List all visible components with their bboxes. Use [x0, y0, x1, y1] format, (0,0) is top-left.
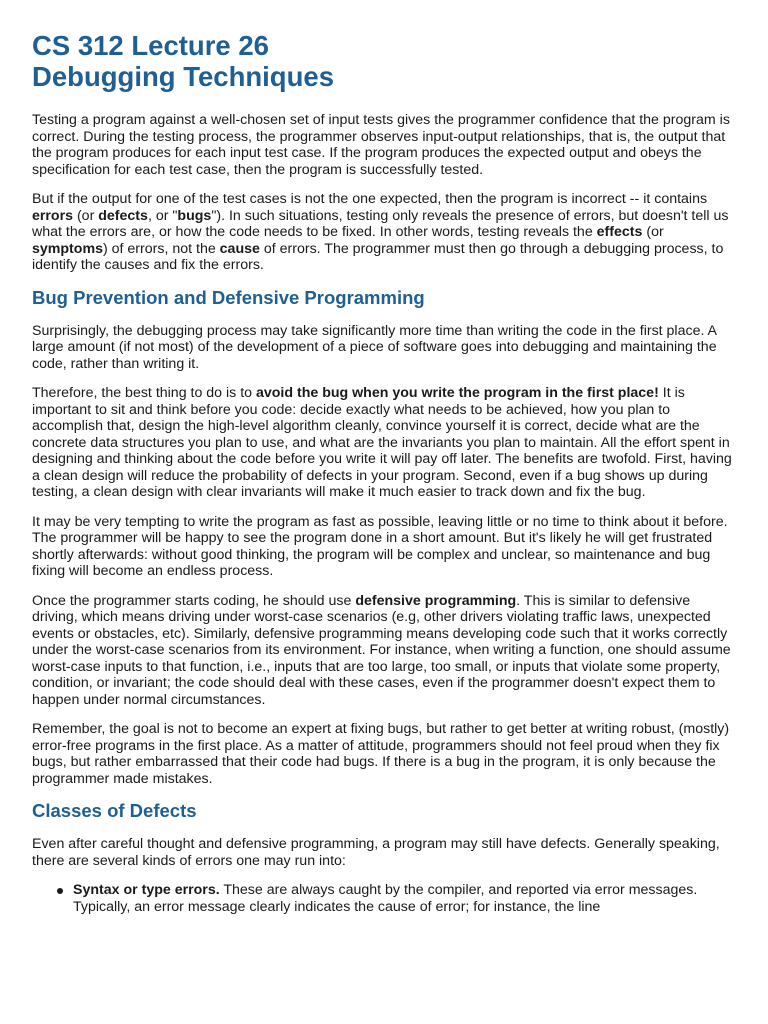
intro-paragraph-1: Testing a program against a well-chosen set of input tests gives the programmer confidence that the program is correct. During the testing process, the programmer observes input-output relationships, that is, the output that the program produces for each input test case. If the program produces the expected output and obeys the specification for each test case, then the program is successfully tested. [32, 112, 730, 178]
classes-paragraph-1: Even after careful thought and defensive programming, a program may still have defects. Generally speaking, there are several kinds of errors one may run into: [32, 836, 720, 869]
section-heading-classes: Classes of Defects [32, 800, 197, 821]
prevention-paragraph-3: It may be very tempting to write the program as fast as possible, leaving little or no time to think about it before. The programmer will be happy to see the program done in a short amount. But it's likely he will get frustrated shortly afterwards: without good thinking, the program will be complex and unclear, so maintenance and bug fixing will become an endless process. [32, 513, 728, 579]
prevention-paragraph-5: Remember, the goal is not to become an expert at fixing bugs, but rather to get better at writing robust, (mostly) error-free programs in the first place. As a matter of attitude, programmers should not feel proud when they fix bugs, but rather embarrassed that their code had bugs. If there is a bug in the program, it is only because the programmer made mistakes. [32, 721, 730, 787]
document-page [32, 30, 738, 915]
bullet-icon [57, 888, 63, 894]
page-title-line-1: CS 312 Lecture 26 [32, 30, 269, 61]
list-item [32, 882, 738, 915]
list-item-term: Syntax or type errors. [73, 882, 220, 898]
prevention-paragraph-2: Therefore, the best thing to do is to avoid the bug when you write the program in the first place! It is important to sit and think before you code: decide exactly what needs to be achieved, how you plan to accomplish that, design the high-level algorithm cleanly, convince yourself it is correct, decide what are the concrete data structures you plan to use, and what are the invariants you plan to maintain. All the effort spent in designing and thinking about the code before you write it will pay off later. The benefits are twofold. First, having a clean design will reduce the probability of defects in your program. Second, even if a bug shows up during testing, a clean design with clear invariants will make it much easier to track down and fix the bug. [32, 385, 732, 500]
prevention-paragraph-1: Surprisingly, the debugging process may take significantly more time than writing the code in the first place. A large amount (if not most) of the development of a piece of software goes into debugging and maintaining the code, rather than writing it. [32, 322, 717, 372]
defect-class-list [32, 882, 738, 915]
page-title [32, 30, 738, 92]
intro-paragraph-2: But if the output for one of the test cases is not the one expected, then the program is incorrect -- it contains errors (or defects, or "bugs"). In such situations, testing only reveals the presence of errors, but doesn't tell us what the errors are, or how the code needs to be fixed. In other words, testing reveals the effects (or symptoms) of errors, not the cause of errors. The programmer must then go through a debugging process, to identify the causes and fix the errors. [32, 191, 729, 273]
prevention-paragraph-4: Once the programmer starts coding, he should use defensive programming. This is similar to defensive driving, which means driving under worst-case scenarios (e.g, other drivers violating traffic laws, unexpected events or obstacles, etc). Similarly, defensive programming means developing code such that it works correctly under the worst-case scenarios from its environment. For instance, when writing a function, one should assume worst-case inputs to that function, i.e., inputs that are too large, too small, or inputs that violate some property, condition, or invariant; the code should deal with these cases, even if the programmer doesn't expect them to happen under normal circumstances. [32, 592, 731, 708]
section-heading-prevention: Bug Prevention and Defensive Programming [32, 286, 425, 308]
list-item-text: These are always caught by the compiler, and reported via error messages. Typically, an error message clearly indicates the cause of error; for instance, the line [73, 882, 698, 915]
page-title-line-2: Debugging Techniques [32, 61, 334, 92]
